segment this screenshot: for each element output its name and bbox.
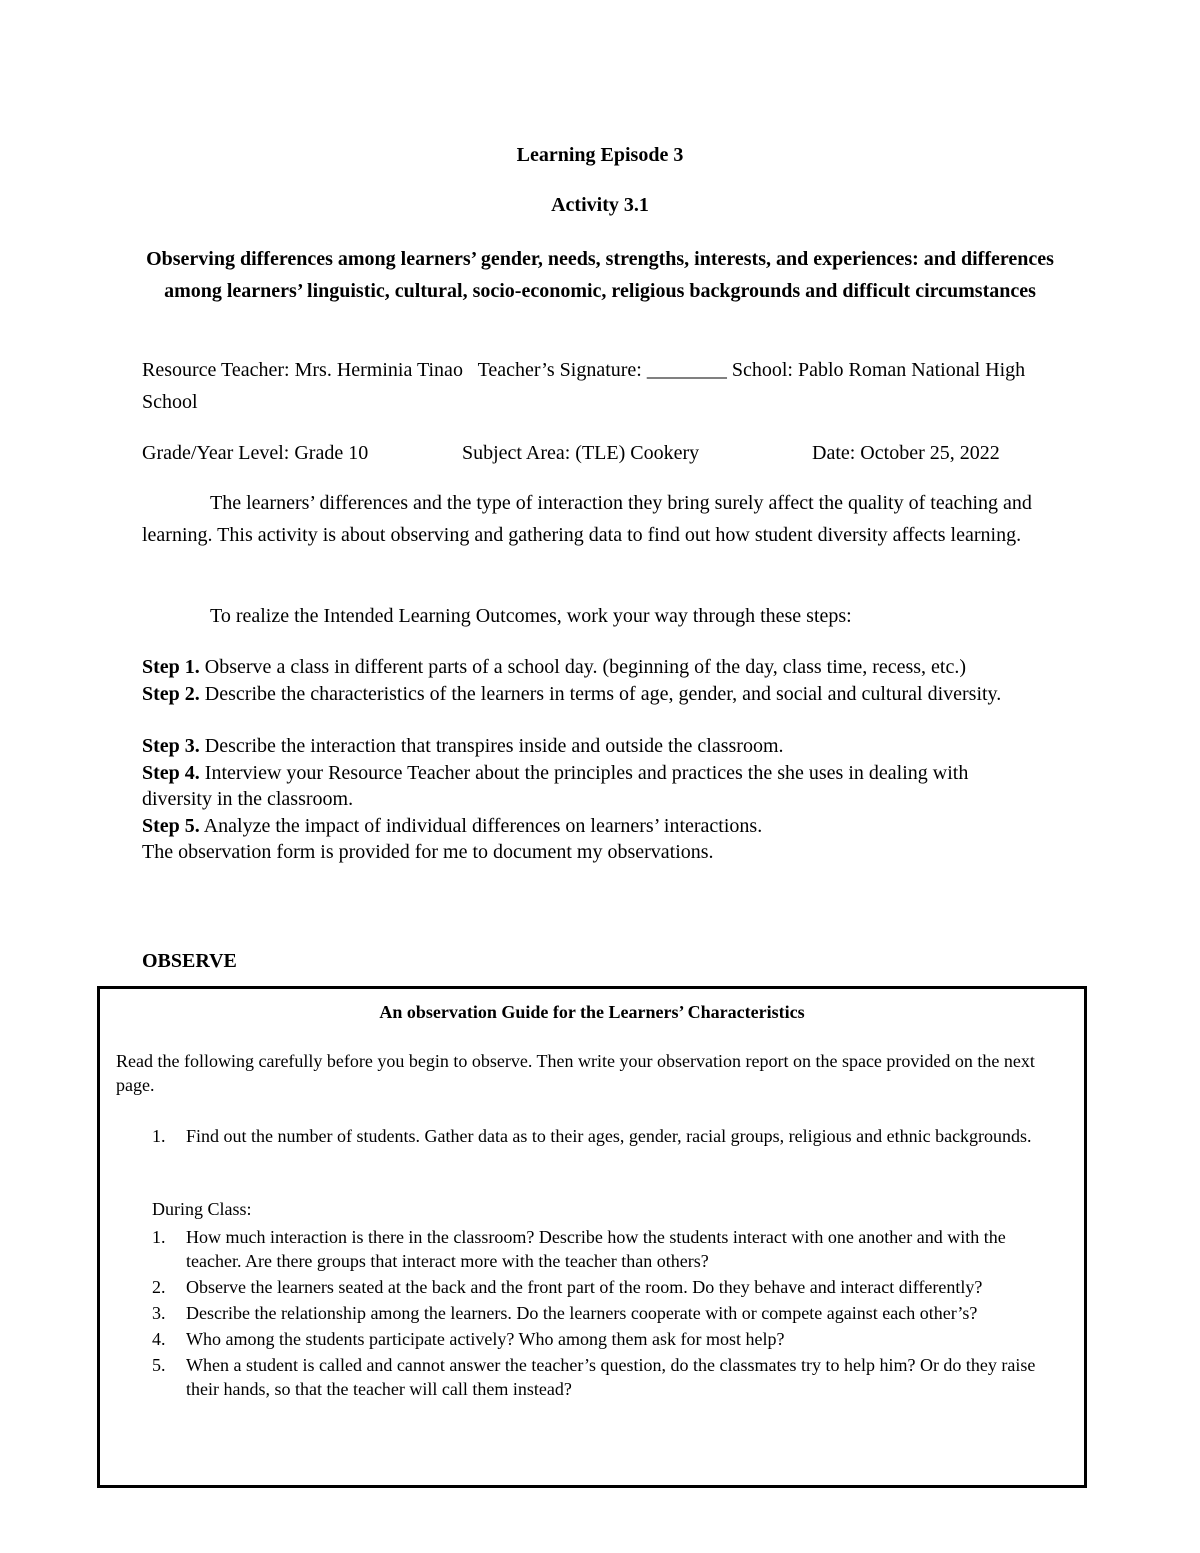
signature-label: Teacher’s Signature: (477, 359, 642, 381)
activity-subtitle: Observing differences among learners’ gender, needs, strengths, interests, and experiences: and differences among learners’ linguistic, cultural, socio-economic, religious backgrounds and difficult circumstances (146, 248, 1054, 302)
observation-guide-box (97, 986, 1087, 1488)
list-item (152, 1225, 1052, 1273)
step-label: Step 5. (142, 814, 200, 837)
step-item (142, 733, 1042, 760)
list-item (152, 1275, 1052, 1299)
item-number: 5. (152, 1355, 166, 1375)
guide-list-during (152, 1225, 1052, 1403)
observation-note: The observation form is provided for me to document my observations. (142, 841, 714, 863)
step-item (142, 813, 1042, 840)
school: School: Pablo Roman National High School (142, 359, 1026, 413)
steps-list (142, 654, 1042, 866)
guide-intro: Read the following carefully before you begin to observe. Then write your observation report on the space provided on the next page. (116, 1051, 1035, 1095)
resource-teacher: Resource Teacher: Mrs. Herminia Tinao (142, 359, 463, 381)
item-number: 3. (152, 1303, 166, 1323)
guide-title: An observation Guide for the Learners’ Characteristics (379, 1002, 805, 1022)
step-label: Step 3. (142, 735, 200, 757)
step-text: Describe the interaction that transpires inside and outside the classroom. (204, 735, 784, 757)
step-item (142, 654, 1042, 681)
step-text: Analyze the impact of individual differences on learners’ interactions. (203, 814, 763, 837)
intro-paragraph: The learners’ differences and the type of interaction they bring surely affect the quality of teaching and learning. This activity is about observing and gathering data to find out how student diversity affects learning. (142, 492, 1032, 546)
episode-title: Learning Episode 3 (516, 144, 684, 166)
observe-heading: OBSERVE (142, 950, 237, 972)
list-item (152, 1327, 1052, 1351)
step-text: Interview your Resource Teacher about the principles and practices the she uses in dealing with diversity in the classroom. (142, 761, 969, 810)
item-text: When a student is called and cannot answer the teacher’s question, do the classmates try to help him? Or do they raise their hands, so that the teacher will call them instead? (186, 1355, 1036, 1399)
item-text: Describe the relationship among the learners. Do the learners cooperate with or compete against each other’s? (186, 1303, 978, 1323)
during-class-label: During Class: (152, 1199, 252, 1219)
realize-paragraph: To realize the Intended Learning Outcomes, work your way through these steps: (210, 605, 852, 627)
item-text: Observe the learners seated at the back and the front part of the room. Do they behave and interact differently? (186, 1277, 983, 1297)
guide-list-before (152, 1124, 1052, 1150)
item-number: 2. (152, 1277, 166, 1297)
grade-level: Grade/Year Level: Grade 10 (142, 442, 369, 464)
step-text: Describe the characteristics of the learners in terms of age, gender, and social and cultural diversity. (204, 682, 1002, 705)
item-number: 4. (152, 1329, 166, 1349)
signature-blank: ________ (646, 359, 727, 381)
item-text: Who among the students participate actively? Who among them ask for most help? (186, 1329, 785, 1349)
item-number: 1. (152, 1126, 166, 1146)
grade-subject-date-line (142, 437, 1062, 469)
list-item (152, 1353, 1052, 1401)
date: Date: October 25, 2022 (812, 442, 1000, 464)
step-item (142, 760, 1042, 813)
list-item (152, 1124, 1052, 1148)
item-number: 1. (152, 1227, 166, 1247)
step-label: Step 4. (142, 761, 200, 784)
teacher-school-line (142, 354, 1062, 418)
item-text: How much interaction is there in the classroom? Describe how the students interact with one another and with the teacher. Are there groups that interact more with the teacher than others? (186, 1227, 1006, 1271)
activity-title: Activity 3.1 (551, 194, 649, 216)
list-item (152, 1301, 1052, 1325)
step-item (142, 681, 1042, 708)
step-label: Step 2. (142, 682, 200, 705)
step-text: Observe a class in different parts of a school day. (beginning of the day, class time, recess, etc.) (204, 656, 967, 678)
subject-area: Subject Area: (TLE) Cookery (462, 442, 700, 464)
item-text: Find out the number of students. Gather data as to their ages, gender, racial groups, religious and ethnic backgrounds. (186, 1126, 1032, 1146)
step-label: Step 1. (142, 656, 200, 678)
